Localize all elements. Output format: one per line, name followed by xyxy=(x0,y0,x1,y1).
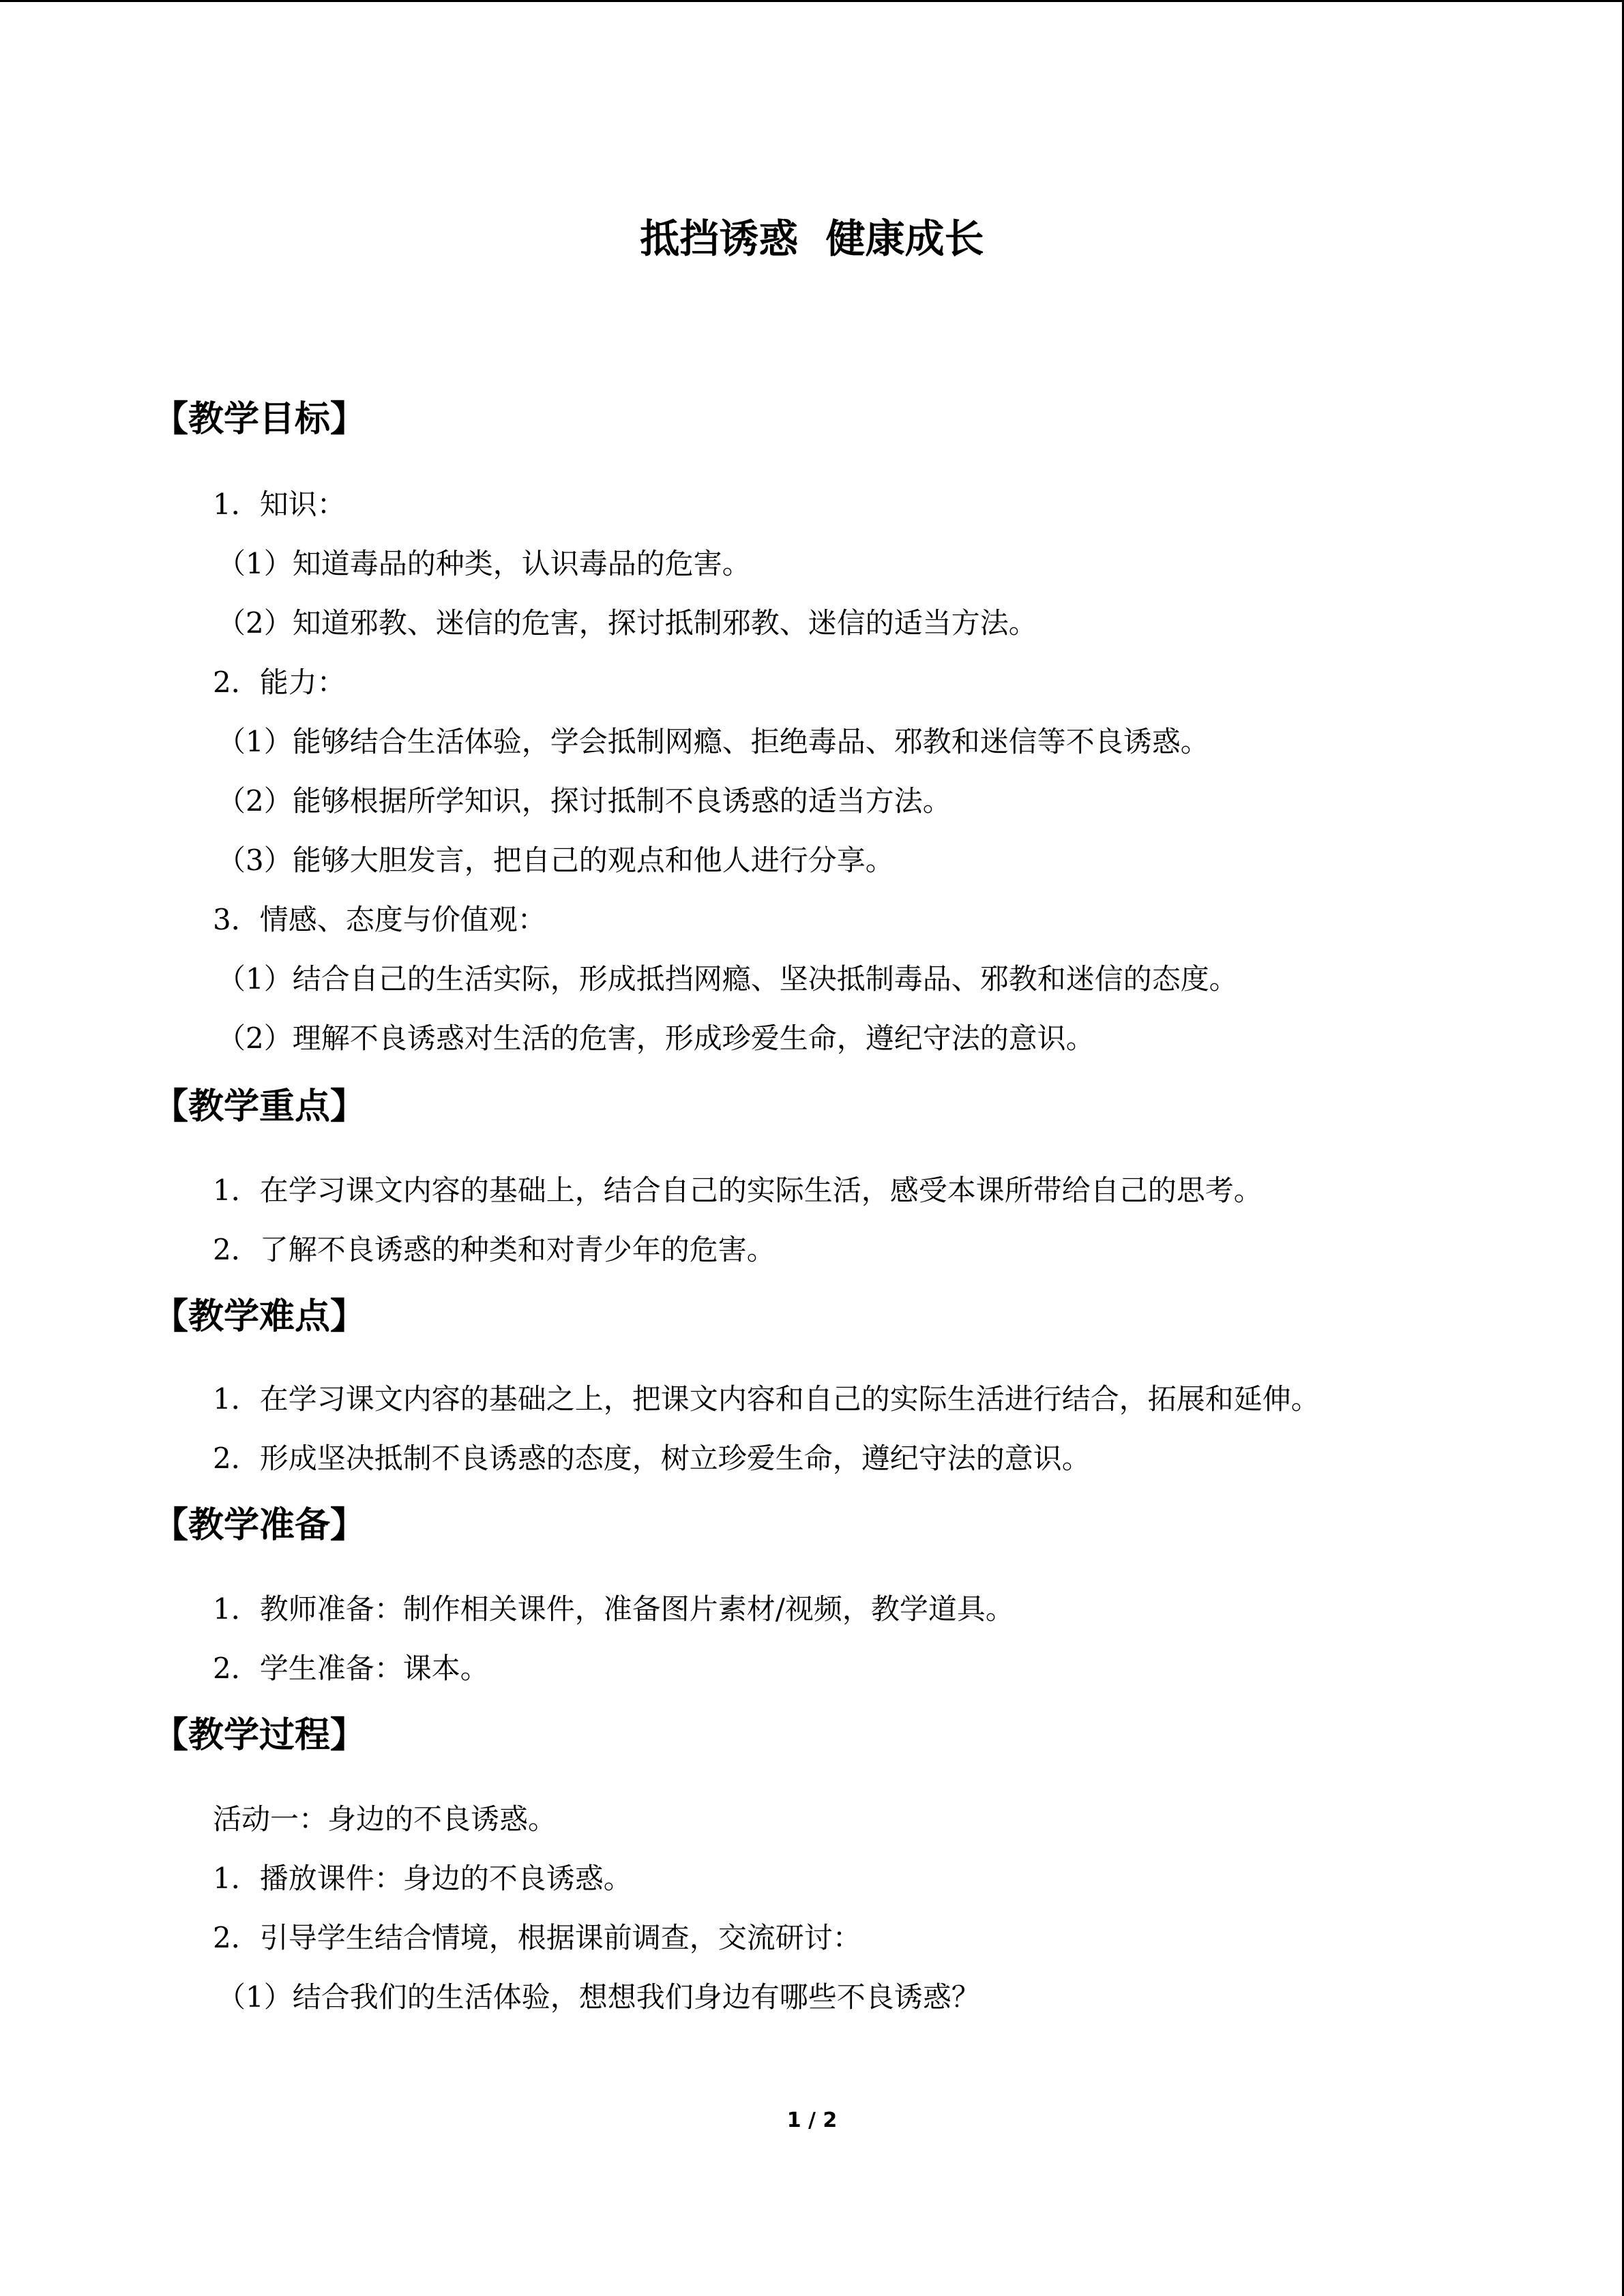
goals-line: 2．能力： xyxy=(213,666,346,699)
process-line: 活动一：身边的不良诱惑。 xyxy=(213,1802,557,1836)
difficulties-line: 1．在学习课文内容的基础之上，把课文内容和自己的实际生活进行结合，拓展和延伸。 xyxy=(213,1382,1320,1416)
key-points-line: 1．在学习课文内容的基础上，结合自己的实际生活，感受本课所带给自己的思考。 xyxy=(213,1174,1263,1207)
page-number: 1 / 2 xyxy=(786,2108,838,2132)
preparation-line: 1．教师准备：制作相关课件，准备图片素材/视频，教学道具。 xyxy=(213,1592,1014,1626)
difficulties-line: 2．形成坚决抵制不良诱惑的态度，树立珍爱生命，遵纪守法的意识。 xyxy=(213,1442,1091,1475)
goals-line: （2）能够根据所学知识，探讨抵制不良诱惑的适当方法。 xyxy=(217,784,951,818)
process-line: 2．引导学生结合情境，根据课前调查，交流研讨： xyxy=(213,1921,861,1954)
page-top-border xyxy=(0,0,1624,2)
goals-line: （1）结合自己的生活实际，形成抵挡网瘾、坚决抵制毒品、邪教和迷信的态度。 xyxy=(217,962,1238,996)
goals-line: （2）理解不良诱惑对生活的危害，形成珍爱生命，遵纪守法的意识。 xyxy=(217,1022,1095,1055)
goals-line: （1）知道毒品的种类，认识毒品的危害。 xyxy=(217,547,751,580)
preparation-line: 2．学生准备：课本。 xyxy=(213,1652,489,1685)
section-heading-process: 【教学过程】 xyxy=(153,1715,366,1756)
goals-line: 3．情感、态度与价值观： xyxy=(213,903,546,936)
process-line: 1．播放课件：身边的不良诱惑。 xyxy=(213,1862,632,1895)
section-heading-key-points: 【教学重点】 xyxy=(153,1086,366,1127)
key-points-line: 2．了解不良诱惑的种类和对青少年的危害。 xyxy=(213,1233,776,1266)
section-heading-goals: 【教学目标】 xyxy=(153,399,366,440)
section-heading-preparation: 【教学准备】 xyxy=(153,1505,366,1546)
goals-line: 1．知识： xyxy=(213,488,346,521)
goals-line: （1）能够结合生活体验，学会抵制网瘾、拒绝毒品、邪教和迷信等不良诱惑。 xyxy=(217,725,1209,758)
section-heading-difficulties: 【教学难点】 xyxy=(153,1296,366,1337)
document-title: 抵挡诱惑 健康成长 xyxy=(640,215,984,262)
goals-line: （3）能够大胆发言，把自己的观点和他人进行分享。 xyxy=(217,844,894,877)
goals-line: （2）知道邪教、迷信的危害，探讨抵制邪教、迷信的适当方法。 xyxy=(217,606,1037,640)
process-line: （1）结合我们的生活体验，想想我们身边有哪些不良诱惑？ xyxy=(217,1980,980,2014)
